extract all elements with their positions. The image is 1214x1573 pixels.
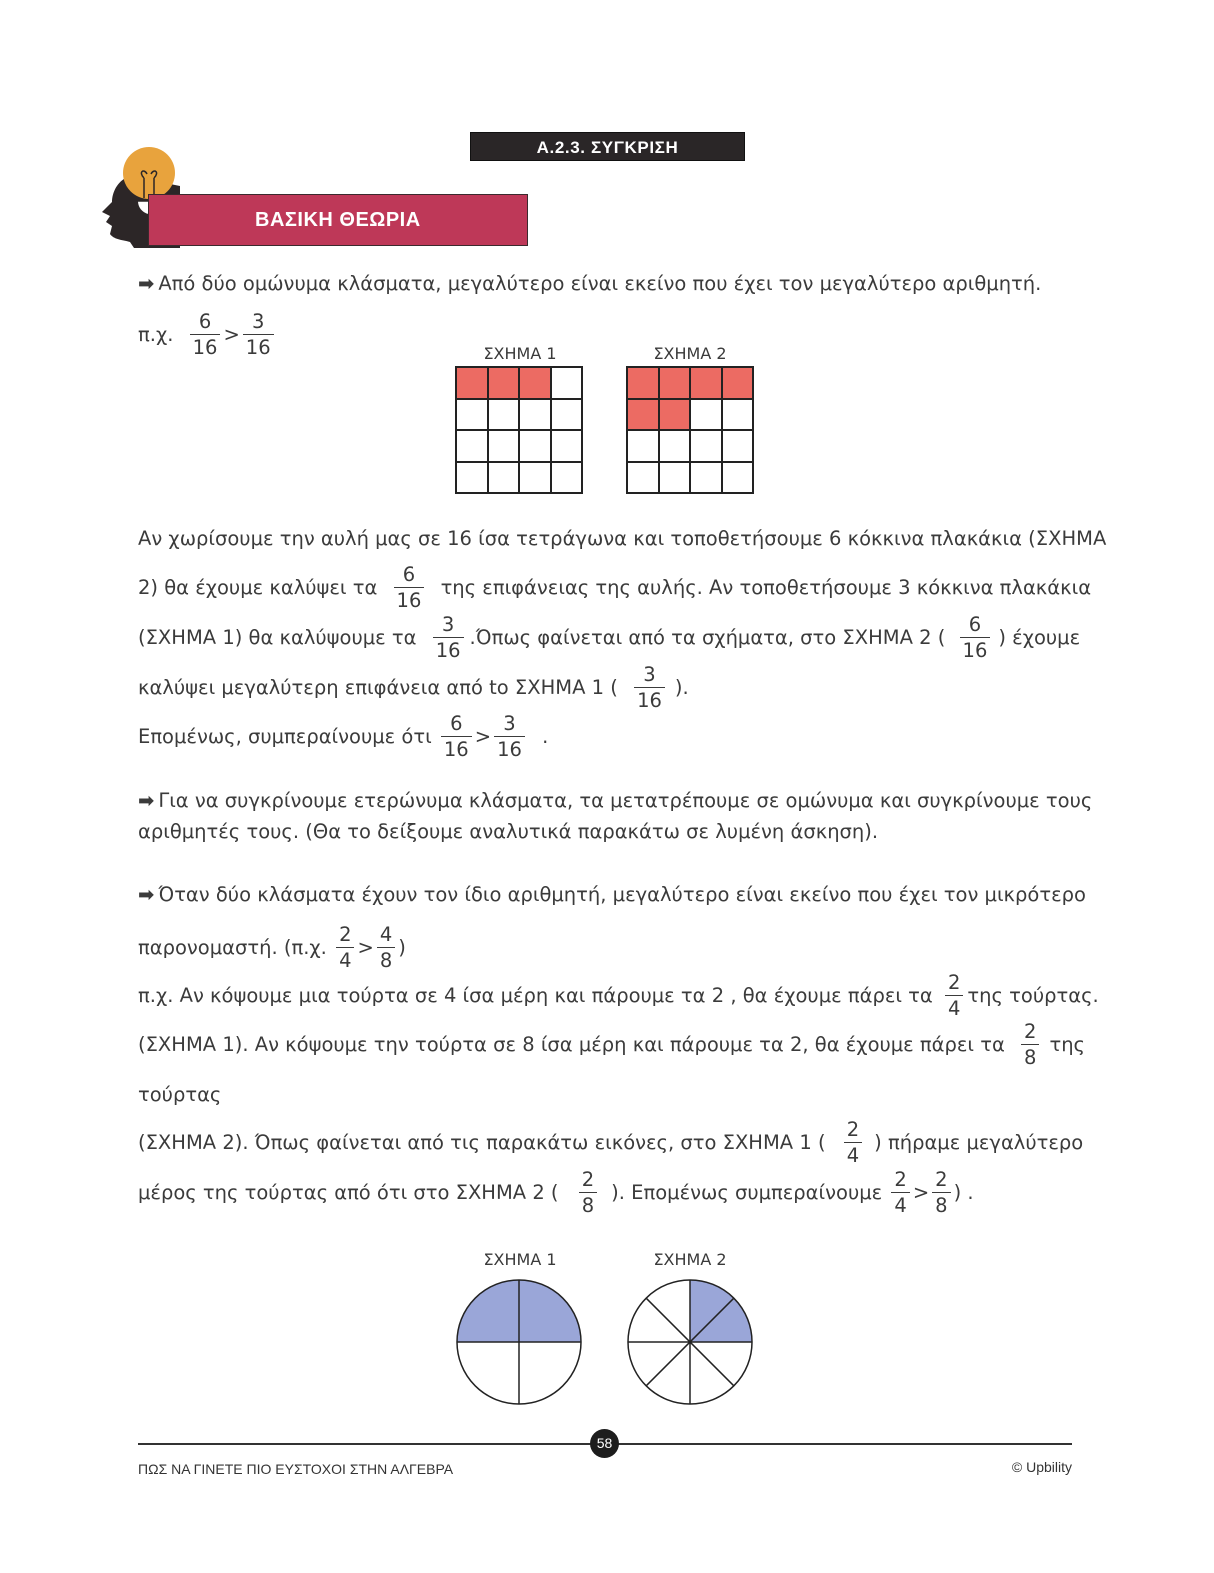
grid-tile xyxy=(690,399,722,431)
fraction: $\frac{2}{8}$ xyxy=(1021,1022,1039,1067)
grid-tile xyxy=(456,430,488,462)
grid-tile xyxy=(659,399,691,431)
grid-figure-1 xyxy=(455,366,583,494)
para1-line1: Αν χωρίσουμε την αυλή μας σε 16 ίσα τετράγωνα και τοποθετήσουμε 6 κόκκινα πλακάκια (ΣΧΗΜΑ xyxy=(138,527,1107,550)
grid-tile xyxy=(488,462,520,494)
rule3-line5: τούρτας xyxy=(138,1083,222,1106)
fraction: $\frac{2}{4}$ xyxy=(945,973,963,1018)
grid-tile xyxy=(551,367,583,399)
rule3-line7: μέρος της τούρτας από ότι στο ΣΧΗΜΑ 2 ( $\frac{2}{8}$ ). Επομένως συμπεραίνουμε $\frac{2}{4}$ > $\frac{2}{8}$ ) . xyxy=(138,1168,974,1217)
pie-figure-2-label: ΣΧΗΜΑ 2 xyxy=(653,1250,727,1269)
grid-tile xyxy=(551,430,583,462)
grid-tile xyxy=(456,367,488,399)
arrow-right-icon: ➡ xyxy=(138,272,155,295)
rule3-line6: (ΣΧΗΜΑ 2). Όπως φαίνεται από τις παρακάτω εικόνες, στο ΣΧΗΜΑ 1 ( $\frac{2}{4}$ ) πήραμε μεγαλύτερο xyxy=(138,1118,1084,1167)
rule1-text: ➡ Από δύο ομώνυμα κλάσματα, μεγαλύτερο είναι εκείνο που έχει τον μεγαλύτερο αριθμητή. xyxy=(138,272,1042,295)
grid-tile xyxy=(659,430,691,462)
rule3-line1: ➡ Όταν δύο κλάσματα έχουν τον ίδιο αριθμητή, μεγαλύτερο είναι εκείνο που έχει τον μικρότερο xyxy=(138,883,1086,906)
grid-tile xyxy=(690,430,722,462)
fraction: $\frac{6}{16}$ xyxy=(394,565,425,610)
theory-banner: ΒΑΣΙΚΗ ΘΕΩΡΙΑ xyxy=(148,194,528,246)
rule2-line2: αριθμητές τους. (Θα το δείξουμε αναλυτικά παρακάτω σε λυμένη άσκηση). xyxy=(138,820,879,843)
grid-tile xyxy=(722,462,754,494)
grid-tile xyxy=(488,367,520,399)
pie-figure-2 xyxy=(626,1278,754,1406)
para1-line4: καλύψει μεγαλύτερη επιφάνεια από to ΣΧΗΜΑ 1 ( $\frac{3}{16}$ ). xyxy=(138,663,689,712)
grid-tile xyxy=(690,367,722,399)
pie-figure-1 xyxy=(455,1278,583,1406)
footer-copyright: © Upbility xyxy=(1011,1459,1072,1475)
fraction: $\frac{3}{16}$ xyxy=(494,714,525,759)
para1-conclusion: Επομένως, συμπεραίνουμε ότι $\frac{6}{16}$ > $\frac{3}{16}$ . xyxy=(138,712,549,761)
fraction: $\frac{3}{16}$ xyxy=(243,312,274,357)
arrow-right-icon: ➡ xyxy=(138,789,155,812)
fraction: $\frac{4}{8}$ xyxy=(377,925,395,970)
grid-tile xyxy=(519,367,551,399)
grid-tile xyxy=(722,430,754,462)
grid-figure-2-label: ΣΧΗΜΑ 2 xyxy=(653,344,727,363)
fraction: $\frac{2}{8}$ xyxy=(579,1170,597,1215)
page-number: 58 xyxy=(590,1429,619,1458)
grid-tile xyxy=(627,399,659,431)
fraction: $\frac{3}{16}$ xyxy=(433,615,464,660)
grid-tile xyxy=(627,430,659,462)
arrow-right-icon: ➡ xyxy=(138,883,155,906)
grid-tile xyxy=(488,430,520,462)
grid-tile xyxy=(519,462,551,494)
pie-figure-1-label: ΣΧΗΜΑ 1 xyxy=(483,1250,557,1269)
fraction: $\frac{6}{16}$ xyxy=(960,615,991,660)
grid-tile xyxy=(519,399,551,431)
grid-tile xyxy=(551,399,583,431)
fraction: $\frac{2}{4}$ xyxy=(336,925,354,970)
grid-tile xyxy=(456,399,488,431)
grid-tile xyxy=(488,399,520,431)
grid-tile xyxy=(722,399,754,431)
grid-tile xyxy=(659,462,691,494)
grid-tile xyxy=(519,430,551,462)
footer-book-title: ΠΩΣ ΝΑ ΓΙΝΕΤΕ ΠΙΟ ΕΥΣΤΟΧΟΙ ΣΤΗΝ ΑΛΓΕΒΡΑ xyxy=(138,1461,454,1477)
rule3-line3: π.χ. Αν κόψουμε μια τούρτα σε 4 ίσα μέρη και πάρουμε τα 2 , θα έχουμε πάρει τα $\frac{2}{4}$ της τούρτας. xyxy=(138,971,1099,1020)
rule1-example: π.χ. $\frac{6}{16}$ > $\frac{3}{16}$ xyxy=(138,312,277,357)
grid-figure-2 xyxy=(626,366,754,494)
para1-line3: (ΣΧΗΜΑ 1) θα καλύψουμε τα $\frac{3}{16}$ .Όπως φαίνεται από τα σχήματα, στο ΣΧΗΜΑ 2 ( $\frac{6}{16}$ ) έχουμε xyxy=(138,613,1081,662)
grid-tile xyxy=(627,367,659,399)
rule3-line2: παρονομαστή. (π.χ. $\frac{2}{4}$ > $\frac{4}{8}$ ) xyxy=(138,923,406,972)
fraction: $\frac{3}{16}$ xyxy=(634,665,665,710)
grid-tile xyxy=(456,462,488,494)
fraction: $\frac{2}{4}$ xyxy=(844,1120,862,1165)
fraction: $\frac{2}{8}$ xyxy=(932,1170,950,1215)
rule3-line4: (ΣΧΗΜΑ 1). Αν κόψουμε την τούρτα σε 8 ίσα μέρη και πάρουμε τα 2, θα έχουμε πάρει τα $\frac{2}{8}$ της xyxy=(138,1020,1085,1069)
fraction: $\frac{2}{4}$ xyxy=(891,1170,909,1215)
fraction: $\frac{6}{16}$ xyxy=(441,714,472,759)
grid-tile xyxy=(551,462,583,494)
grid-tile xyxy=(722,367,754,399)
grid-tile xyxy=(690,462,722,494)
fraction: $\frac{6}{16}$ xyxy=(190,312,221,357)
grid-tile xyxy=(627,462,659,494)
rule2-line1: ➡ Για να συγκρίνουμε ετερώνυμα κλάσματα, τα μετατρέπουμε σε ομώνυμα και συγκρίνουμε τους xyxy=(138,789,1093,812)
para1-line2: 2) θα έχουμε καλύψει τα $\frac{6}{16}$ της επιφάνειας της αυλής. Αν τοποθετήσουμε 3 κόκκινα πλακάκια xyxy=(138,563,1092,612)
grid-figure-1-label: ΣΧΗΜΑ 1 xyxy=(483,344,557,363)
section-title-tag: Α.2.3. ΣΥΓΚΡΙΣΗ ΚΛΑΣΜΑΤΩΝ xyxy=(470,132,745,161)
grid-tile xyxy=(659,367,691,399)
